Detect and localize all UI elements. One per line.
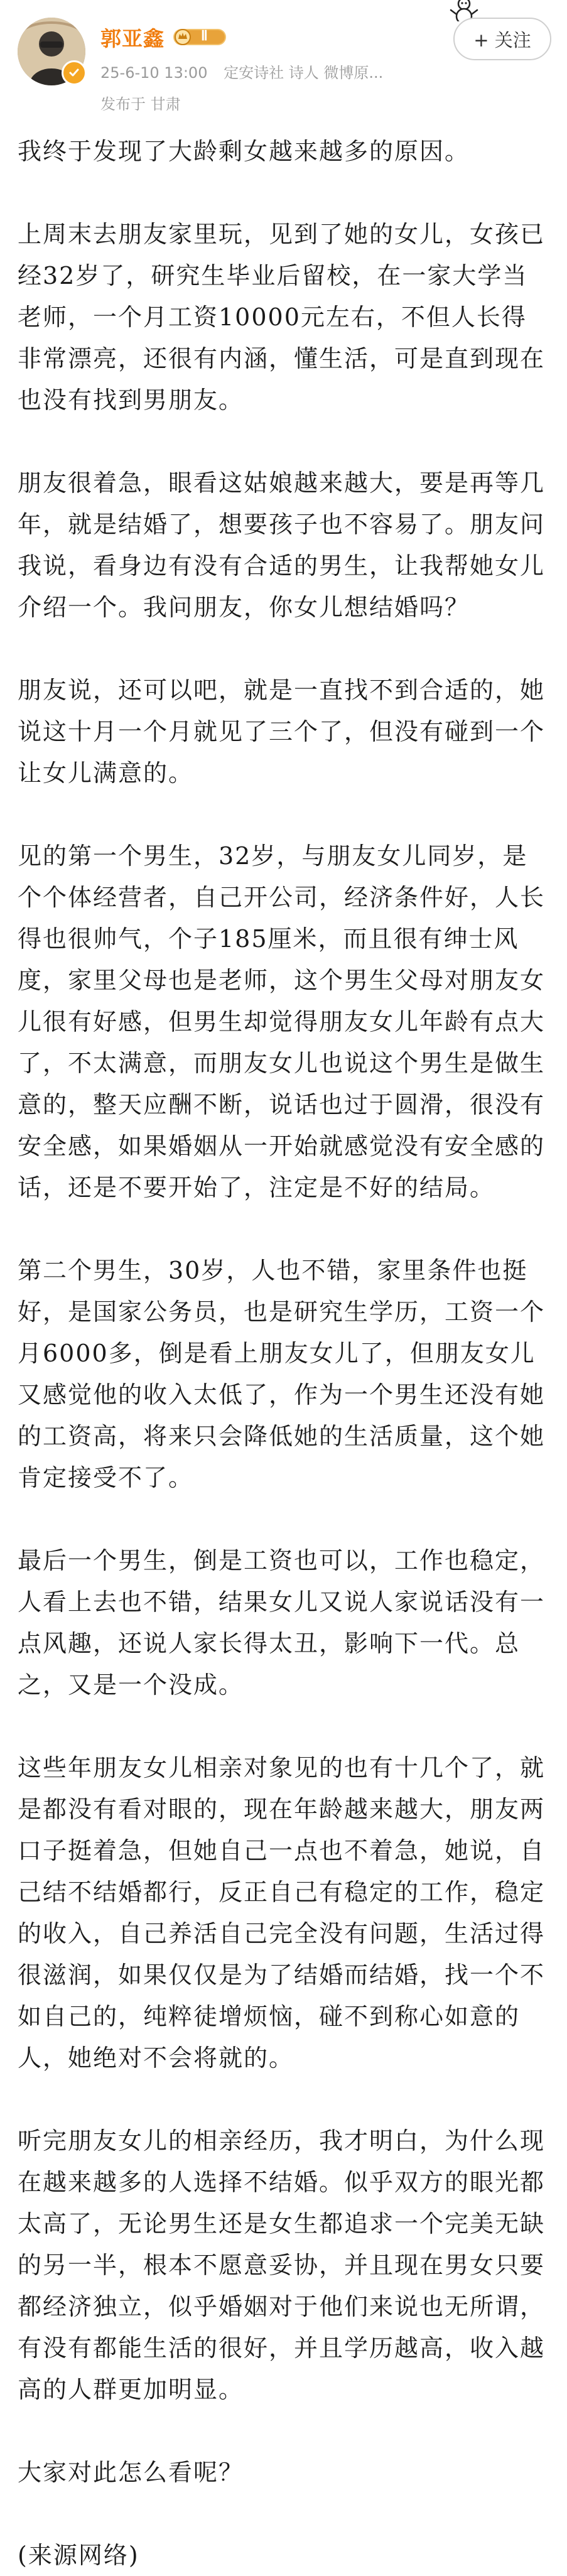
post-body bbox=[18, 131, 551, 2576]
paragraph: 第二个男生，30岁，人也不错，家里条件也挺好，是国家公务员，也是研究生学历，工资一个月6000多，倒是看上朋友女儿了，但朋友女儿又感觉他的收入太低了，作为一个男生还没有她的工资高，将来只会降低她的生活质量，这个她肯定接受不了。 bbox=[18, 1257, 546, 1491]
post-meta bbox=[100, 60, 394, 82]
verified-badge-icon bbox=[62, 60, 87, 85]
vip-crown-icon bbox=[172, 26, 227, 48]
post-source[interactable]: 定安诗社 诗人 微博原... bbox=[224, 64, 384, 82]
vip-badge[interactable] bbox=[172, 26, 227, 48]
post-header bbox=[0, 0, 567, 126]
post-timestamp[interactable]: 25-6-10 13:00 bbox=[100, 64, 208, 82]
paragraph: 朋友很着急，眼看这姑娘越来越大，要是再等几年，就是结婚了，想要孩子也不容易了。朋友问我说，看身边有没有合适的男生，让我帮她女儿介绍一个。我问朋友，你女儿想结婚吗？ bbox=[18, 469, 546, 621]
paragraph: 大家对此怎么看呢？ bbox=[18, 2459, 244, 2486]
paragraph: 这些年朋友女儿相亲对象见的也有十几个了，就是都没有看对眼的，现在年龄越来越大，朋友两口子挺着急，但她自己一点也不着急，她说，自己结不结婚都行，反正自己有稳定的工作，稳定的收入，自己养活自己完全没有问题，生活过得很滋润，如果仅仅是为了结婚而结婚，找一个不如自己的，纯粹徒增烦恼，碰不到称心如意的人，她绝对不会将就的。 bbox=[18, 1754, 546, 2072]
paragraph: 最后一个男生，倒是工资也可以，工作也稳定，人看上去也不错，结果女儿又说人家说话没有一点风趣，还说人家长得太丑，影响下一代。总之，又是一个没成。 bbox=[18, 1547, 546, 1699]
name-row bbox=[100, 21, 227, 53]
publish-location: 发布于 甘肃 bbox=[100, 95, 181, 113]
follow-button[interactable]: + 关注 bbox=[453, 18, 551, 60]
vip-level-label: Ⅱ bbox=[201, 28, 208, 43]
username[interactable]: 郭亚鑫 bbox=[100, 26, 165, 51]
paragraph: 听完朋友女儿的相亲经历，我才明白，为什么现在越来越多的人选择不结婚。似乎双方的眼光都太高了，无论男生还是女生都追求一个完美无缺的另一半，根本不愿意妥协，并且现在男女只要都经济独立，似乎婚姻对于他们来说也无所谓，有没有都能生活的很好，并且学历越高，收入越高的人群更加明显。 bbox=[18, 2127, 546, 2403]
avatar[interactable] bbox=[18, 18, 85, 85]
paragraph: 朋友说，还可以吧，就是一直找不到合适的，她说这十月一个月就见了三个了，但没有碰到一个让女儿满意的。 bbox=[18, 676, 546, 787]
paragraph: 我终于发现了大龄剩女越来越多的原因。 bbox=[18, 138, 470, 165]
source-note: (来源网络) bbox=[18, 2541, 139, 2569]
paragraph: 见的第一个男生，32岁，与朋友女儿同岁，是个个体经营者，自己开公司，经济条件好，人长得也很帅气，个子185厘米，而且很有绅士风度，家里父母也是老师，这个男生父母对朋友女儿很有好感，但男生却觉得朋友女儿年龄有点大了，不太满意，而朋友女儿也说这个男生是做生意的，整天应酬不断，说话也过于圆滑，很没有安全感，如果婚姻从一开始就感觉没有安全感的话，还是不要开始了，注定是不好的结局。 bbox=[18, 842, 546, 1201]
paragraph: 上周末去朋友家里玩，见到了她的女儿，女孩已经32岁了，研究生毕业后留校，在一家大学当老师，一个月工资10000元左右，不但人长得非常漂亮，还很有内涵，懂生活，可是直到现在也没有找到男朋友。 bbox=[18, 220, 546, 414]
